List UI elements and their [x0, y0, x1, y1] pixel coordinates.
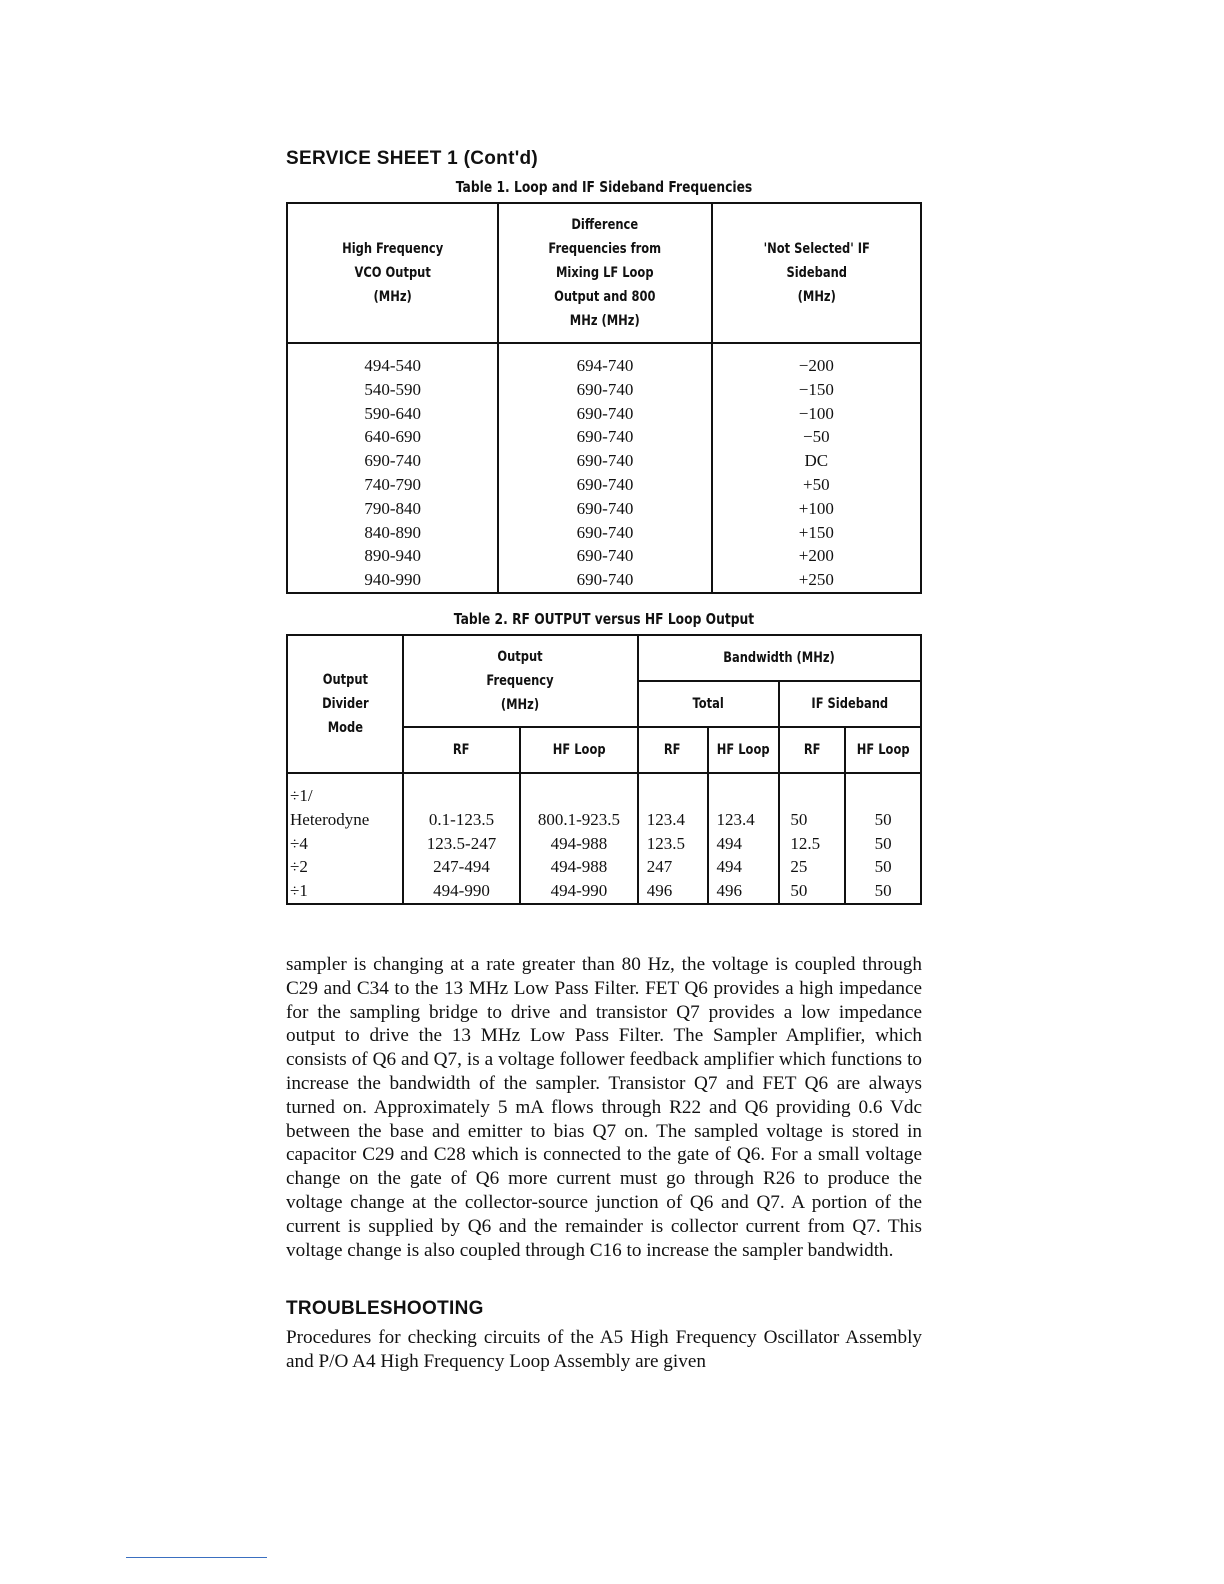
table2-header-freq-hf-loop: HF Loop [520, 727, 637, 773]
table2-header-if-sideband: IF Sideband [779, 681, 921, 727]
table2-header-bandwidth: Bandwidth (MHz) [638, 635, 921, 681]
table-cell: 0.1-123.5 [403, 773, 520, 832]
table-cell: 50 [779, 773, 845, 832]
table-row [287, 773, 921, 832]
table-row [287, 473, 921, 497]
table-cell: 496 [708, 879, 780, 904]
table-cell: 50 [845, 773, 921, 832]
table-row [287, 343, 921, 378]
table-cell: 123.4 [708, 773, 780, 832]
table1-header-vco-output: High Frequency VCO Output (MHz) [287, 203, 498, 343]
table-cell: 690-740 [498, 497, 711, 521]
table-cell: −200 [712, 343, 921, 378]
table-cell-mode: ÷4 [287, 832, 403, 856]
table-cell: 690-740 [287, 449, 498, 473]
table-cell: 690-740 [498, 521, 711, 545]
table-cell: 590-640 [287, 402, 498, 426]
table2-rf-output [286, 634, 922, 905]
table2-header-divider-mode: Output Divider Mode [287, 635, 403, 773]
table-cell: 740-790 [287, 473, 498, 497]
table-row [287, 544, 921, 568]
table-cell: 494-540 [287, 343, 498, 378]
table-cell: 123.5 [638, 832, 708, 856]
table-cell: 690-740 [498, 425, 711, 449]
footer-rule [126, 1557, 267, 1558]
table-cell: 690-740 [498, 449, 711, 473]
table-cell-mode: ÷1/ Heterodyne [287, 773, 403, 832]
table-cell: DC [712, 449, 921, 473]
table-cell: 247-494 [403, 855, 520, 879]
table-cell: 123.5-247 [403, 832, 520, 856]
table2-header-row-1 [287, 635, 921, 681]
table2-header-sideband-hf-loop: HF Loop [845, 727, 921, 773]
table-cell: 800.1-923.5 [520, 773, 637, 832]
table-cell: 494-988 [520, 855, 637, 879]
table-row [287, 521, 921, 545]
table2-header-total-rf: RF [638, 727, 708, 773]
table2-header-total-hf-loop: HF Loop [708, 727, 780, 773]
table-cell: +50 [712, 473, 921, 497]
table-cell: 50 [779, 879, 845, 904]
table2-header-total: Total [638, 681, 780, 727]
table1-loop-frequencies [286, 202, 922, 594]
table1-header-row [287, 203, 921, 343]
table-cell: 790-840 [287, 497, 498, 521]
table-cell: 494-988 [520, 832, 637, 856]
table-cell: 690-740 [498, 568, 711, 593]
table-row [287, 449, 921, 473]
table-cell: +250 [712, 568, 921, 593]
table-cell: 494-990 [403, 879, 520, 904]
table-cell: 690-740 [498, 378, 711, 402]
table-cell: 50 [845, 832, 921, 856]
table-cell: −150 [712, 378, 921, 402]
table-cell: +150 [712, 521, 921, 545]
table-cell: 690-740 [498, 544, 711, 568]
table-cell: 840-890 [287, 521, 498, 545]
table1-header-difference-frequencies: Difference Frequencies from Mixing LF Loop Output and 800 MHz (MHz) [498, 203, 711, 343]
table-cell: 12.5 [779, 832, 845, 856]
table-cell: 123.4 [638, 773, 708, 832]
table-row [287, 832, 921, 856]
table1-caption: Table 1. Loop and IF Sideband Frequencies [455, 178, 753, 196]
table-cell: 247 [638, 855, 708, 879]
table-cell: 640-690 [287, 425, 498, 449]
table-cell: 50 [845, 879, 921, 904]
table-row [287, 402, 921, 426]
document-page [286, 148, 922, 1374]
table-row [287, 879, 921, 904]
table-row [287, 568, 921, 593]
table-cell: +200 [712, 544, 921, 568]
table-cell-mode: ÷2 [287, 855, 403, 879]
table2-header-sideband-rf: RF [779, 727, 845, 773]
troubleshooting-paragraph: Procedures for checking circuits of the A5 High Frequency Oscillator Assembly and P/O A4 High Frequency Loop Assembly are given [286, 1327, 922, 1373]
table-row [287, 425, 921, 449]
table-cell: −100 [712, 402, 921, 426]
table-cell: 25 [779, 855, 845, 879]
table-cell: 690-740 [498, 473, 711, 497]
sampler-description-paragraph: sampler is changing at a rate greater than 80 Hz, the voltage is coupled through C29 and C34 to the 13 MHz Low Pass Filter. FET Q6 provides a high impedance for the sampling bridge to drive and transistor Q7 provides a low impedance output to drive the 13 MHz Low Pass Filter. The Sampler Amplifier, which consists of Q6 and Q7, is a voltage follower feedback amplifier which functions to increase the bandwidth of the sampler. Transistor Q7 and FET Q6 are always turned on. Approximately 5 mA flows through R22 and Q6 providing 0.6 Vdc between the base and emitter to bias Q7 on. The sampled voltage is stored in capacitor C29 and C28 which is connected to the gate of Q6. For a small voltage change on the gate of Q6 more current must go through R26 to produce the voltage change at the collector-source junction of Q6 and Q7. A portion of the current is supplied by Q6 and the remainder is collector current from Q7. This voltage change is also coupled through C16 to increase the sampler bandwidth. [286, 953, 922, 1261]
table-row [287, 378, 921, 402]
table-cell: 540-590 [287, 378, 498, 402]
table-cell: 494-990 [520, 879, 637, 904]
table-cell: 50 [845, 855, 921, 879]
table2-header-freq-rf: RF [403, 727, 520, 773]
table2-caption: Table 2. RF OUTPUT versus HF Loop Output [453, 609, 755, 628]
table-cell: −50 [712, 425, 921, 449]
table2-header-output-frequency: Output Frequency (MHz) [403, 635, 638, 727]
table-cell: 494 [708, 832, 780, 856]
table-cell: 940-990 [287, 568, 498, 593]
table1-header-not-selected-sideband: 'Not Selected' IF Sideband (MHz) [712, 203, 921, 343]
table-cell: +100 [712, 497, 921, 521]
table-cell: 694-740 [498, 343, 711, 378]
table-row [287, 497, 921, 521]
table-cell-mode: ÷1 [287, 879, 403, 904]
table-cell: 494 [708, 855, 780, 879]
table-cell: 690-740 [498, 402, 711, 426]
table-row [287, 855, 921, 879]
table-cell: 496 [638, 879, 708, 904]
table-cell: 890-940 [287, 544, 498, 568]
section-heading: SERVICE SHEET 1 (Cont'd) [286, 148, 539, 169]
troubleshooting-heading: TROUBLESHOOTING [286, 1298, 484, 1320]
